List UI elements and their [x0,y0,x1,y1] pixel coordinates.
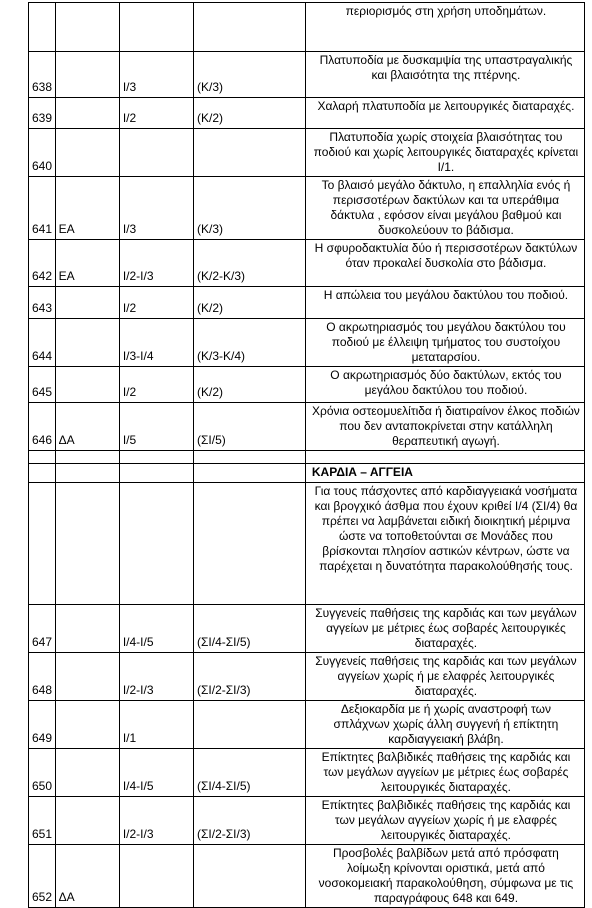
fitness-degree [119,3,193,52]
category-code: ΔΑ [55,845,119,908]
fitness-degree-alt: (K/3) [194,177,306,240]
fitness-degree-alt: (K/2) [194,367,306,403]
category-code [55,98,119,129]
condition-description: Χαλαρή πλατυποδία με λειτουργικές διαταραχές. [305,98,584,129]
condition-description: Δεξιοκαρδία με ή χωρίς αναστροφή των σπλάχνων χωρίς άλλη συγγενή ή επίκτητη καρδιαγγειακή βλάβη. [305,701,584,749]
fitness-degree: I/2 [119,367,193,403]
fitness-degree [119,845,193,908]
fitness-degree [119,464,193,483]
category-code [55,3,119,52]
condition-description: Το βλαισό μεγάλο δάκτυλο, η επαλληλία ενός ή περισσοτέρων δακτύλων και τα υπεράθιμα δάκτυλα , εφόσον είναι μεγάλου βαθμού και δυσκολεύουν το βάδισμα. [305,177,584,240]
fitness-degree: I/3-I/4 [119,319,193,367]
paragraph-number: 646 [29,403,56,451]
table-row [29,701,585,749]
table-row [29,319,585,367]
category-code [55,749,119,797]
fitness-degree-alt [194,464,306,483]
paragraph-number: 649 [29,701,56,749]
table-row [29,129,585,177]
paragraph-number: 644 [29,319,56,367]
paragraph-number: 648 [29,653,56,701]
category-code: ΔΑ [55,403,119,451]
category-code [55,451,119,464]
table-row [29,98,585,129]
condition-description: Επίκτητες βαλβιδικές παθήσεις της καρδιάς και των μεγάλων αγγείων με μέτριες έως σοβαρές λειτουργικές διαταραχές. [305,749,584,797]
condition-description: Η σφυροδακτυλία δύο ή περισσοτέρων δακτύλων όταν προκαλεί δυσκολία στο βάδισμα. [305,240,584,287]
fitness-degree-alt [194,451,306,464]
category-code: ΕΑ [55,177,119,240]
category-code [55,319,119,367]
fitness-degree-alt: (ΣI/5) [194,403,306,451]
paragraph-number: 652 [29,845,56,908]
fitness-degree: I/2-I/3 [119,653,193,701]
condition-description: Επίκτητες βαλβιδικές παθήσεις της καρδιάς και των μεγάλων αγγείων χωρίς ή με ελαφρές λειτουργικές διαταραχές. [305,797,584,845]
table-row [29,845,585,908]
category-code [55,483,119,605]
table-row-note [29,483,585,605]
condition-description: Χρόνια οστεομυελίτιδα ή διατιραίνον έλκος ποδιών που δεν ανταποκρίνεται στην κατάλληλη θεραπευτική αγωγή. [305,403,584,451]
paragraph-number: 650 [29,749,56,797]
category-code [55,605,119,653]
fitness-degree-alt: (ΣI/4-ΣI/5) [194,749,306,797]
section-note: Για τους πάσχοντες από καρδιαγγειακά νοσήματα και βρογχικό άσθμα που έχουν κριθεί I/4 (ΣI/4) θα πρέπει να λαμβάνεται ειδική διοικητική μέριμνα ώστε να τοποθετούνται σε Μονάδες που βρίσκονται πλησίον αστικών κέντρων, ώστε να παρέχεται η δυνατότητα παρακολούθησής τους. [305,483,584,605]
section-heading: ΚΑΡΔΙΑ – ΑΓΓΕΙΑ [305,464,584,483]
table-row [29,749,585,797]
fitness-degree: I/3 [119,177,193,240]
table-row [29,240,585,287]
condition-description: Συγγενείς παθήσεις της καρδιάς και των μεγάλων αγγείων με μέτριες έως σοβαρές λειτουργικές διαταραχές. [305,605,584,653]
paragraph-number: 641 [29,177,56,240]
fitness-degree: I/2 [119,287,193,319]
table-row [29,52,585,98]
paragraph-number [29,451,56,464]
condition-description: περιορισμός στη χρήση υποδημάτων. [305,3,584,52]
table-row-empty [29,451,585,464]
paragraph-number [29,483,56,605]
fitness-degree: I/5 [119,403,193,451]
paragraph-number: 640 [29,129,56,177]
fitness-degree-alt: (ΣI/4-ΣI/5) [194,605,306,653]
fitness-degree [119,129,193,177]
condition-description: Η απώλεια του μεγάλου δακτύλου του ποδιού. [305,287,584,319]
paragraph-number: 642 [29,240,56,287]
classification-table [28,2,585,908]
fitness-degree [119,483,193,605]
paragraph-number: 643 [29,287,56,319]
fitness-degree: I/2-I/3 [119,240,193,287]
paragraph-number: 638 [29,52,56,98]
table-row [29,403,585,451]
fitness-degree: I/1 [119,701,193,749]
category-code [55,653,119,701]
condition-description: Πλατυποδία χωρίς στοιχεία βλαισότητας του ποδιού και χωρίς λειτουργικές διαταραχές κρίνεται I/1. [305,129,584,177]
fitness-degree-alt [194,129,306,177]
condition-description: Προσβολές βαλβίδων μετά από πρόσφατη λοίμωξη κρίνονται οριστικά, μετά από νοσοκομειακή παρακολούθηση, σύμφωνα με τις παραγράφους 648 και 649. [305,845,584,908]
category-code [55,52,119,98]
fitness-degree: I/2 [119,98,193,129]
fitness-degree-alt [194,483,306,605]
table-row [29,605,585,653]
condition-description [305,451,584,464]
condition-description: Ο ακρωτηριασμός δύο δακτύλων, εκτός του μεγάλου δακτύλου του ποδιού. [305,367,584,403]
paragraph-number: 647 [29,605,56,653]
fitness-degree-alt: (K/2-K/3) [194,240,306,287]
fitness-degree [119,451,193,464]
table-row [29,3,585,52]
fitness-degree-alt: (K/2) [194,98,306,129]
fitness-degree: I/4-I/5 [119,605,193,653]
fitness-degree-alt: (K/3-K/4) [194,319,306,367]
paragraph-number [29,3,56,52]
table-row [29,653,585,701]
fitness-degree: I/4-I/5 [119,749,193,797]
fitness-degree-alt [194,845,306,908]
paragraph-number: 645 [29,367,56,403]
fitness-degree-alt: (ΣI/2-ΣI/3) [194,797,306,845]
category-code [55,701,119,749]
paragraph-number: 651 [29,797,56,845]
table-row [29,797,585,845]
table-row [29,367,585,403]
category-code [55,287,119,319]
paragraph-number [29,464,56,483]
table-row [29,177,585,240]
fitness-degree-alt [194,701,306,749]
fitness-degree: I/3 [119,52,193,98]
category-code [55,797,119,845]
category-code [55,464,119,483]
fitness-degree-alt: (ΣI/2-ΣI/3) [194,653,306,701]
condition-description: Πλατυποδία με δυσκαμψία της υπαστραγαλικής και βλαισότητα της πτέρνης. [305,52,584,98]
category-code [55,129,119,177]
condition-description: Συγγενείς παθήσεις της καρδιάς και των μεγάλων αγγείων χωρίς ή με ελαφρές λειτουργικές διαταραχές. [305,653,584,701]
category-code: ΕΑ [55,240,119,287]
table-row [29,287,585,319]
fitness-degree-alt [194,3,306,52]
fitness-degree-alt: (K/2) [194,287,306,319]
fitness-degree: I/2-I/3 [119,797,193,845]
category-code [55,367,119,403]
fitness-degree-alt: (K/3) [194,52,306,98]
section-heading-row [29,464,585,483]
paragraph-number: 639 [29,98,56,129]
condition-description: Ο ακρωτηριασμός του μεγάλου δακτύλου του ποδιού με έλλειψη τμήματος του συστοίχου μεταταρσίου. [305,319,584,367]
